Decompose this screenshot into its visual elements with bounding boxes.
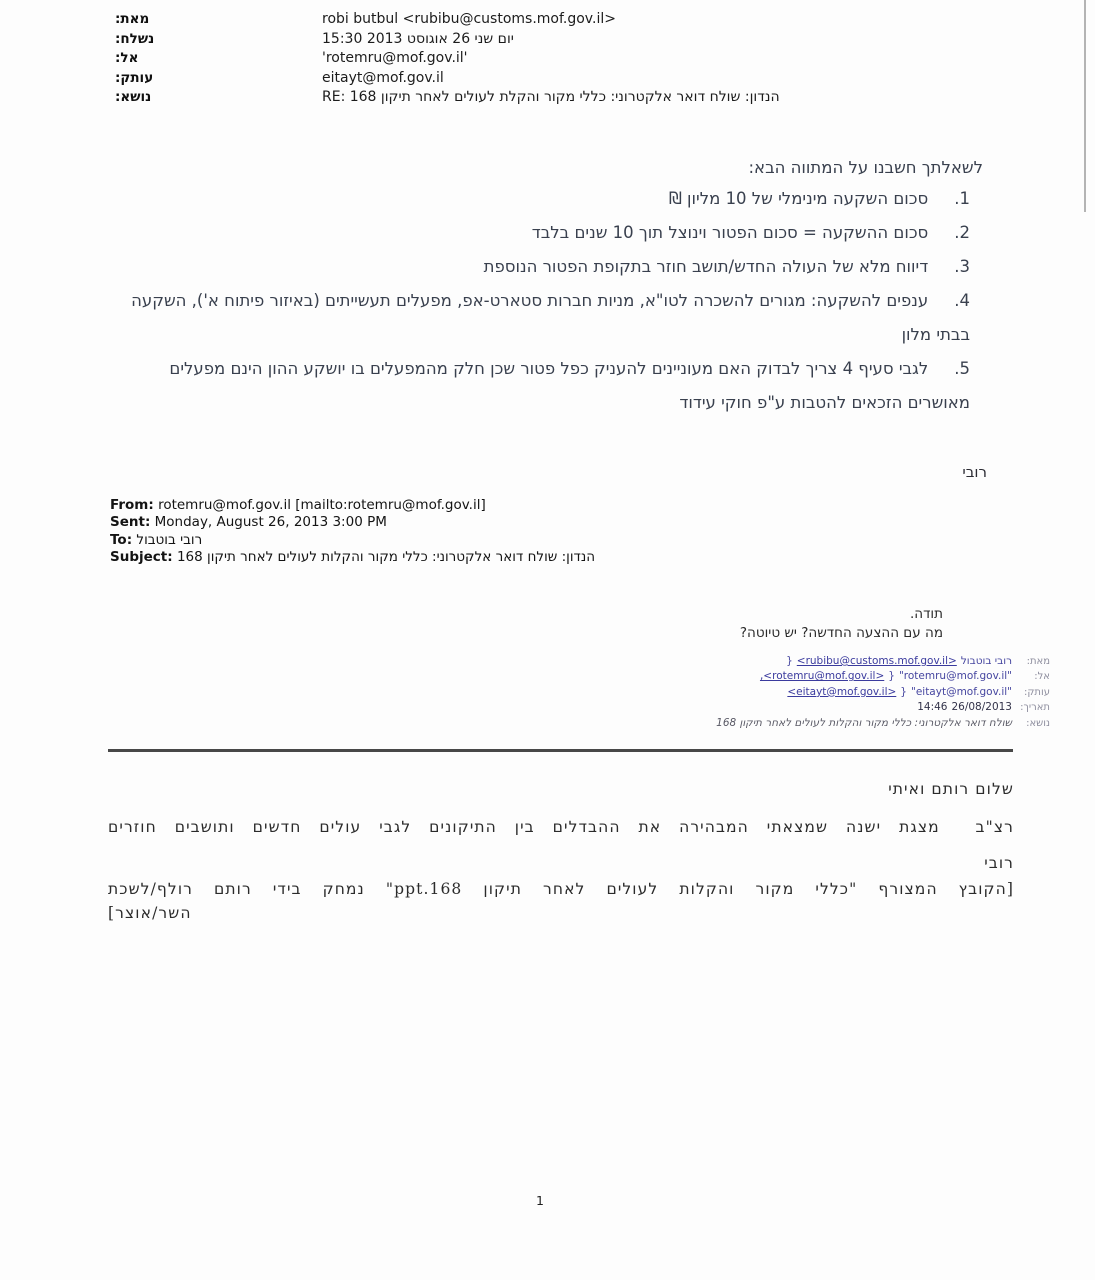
quoted-header-row xyxy=(110,497,595,514)
list-item-number: 2. xyxy=(954,223,970,242)
list-item-first-line xyxy=(125,182,970,216)
reply-question-line: מה עם ההצעה החדשה? יש טיוטה? xyxy=(739,624,943,641)
list-item-number: 3. xyxy=(954,257,970,276)
email-link[interactable]: ,<rotemru@mof.gov.il> xyxy=(759,670,885,683)
quoted-header-value: rotemru@mof.gov.il [mailto:rotemru@mof.gov.il] xyxy=(158,497,486,513)
list-item-continuation-line: בבתי מלון xyxy=(901,325,970,344)
mini-header-part-date: 14:46 xyxy=(917,701,948,714)
mini-header-value xyxy=(712,669,1012,684)
plain-text-line: רצ"ב מצגת ישנה שמצאתי המבהירה את ההבדלים בין התיקונים לגבי עולים חדשים ותושבים חוזרים xyxy=(108,818,1014,836)
header-field-label: נושא: xyxy=(115,89,152,106)
header-field-value: robi butbul <rubibu@customs.mof.gov.il> xyxy=(322,11,616,27)
horizontal-divider xyxy=(108,749,1013,752)
scan-artifact-line xyxy=(1084,0,1086,212)
plain-text-line: רובי xyxy=(984,854,1014,872)
mini-header-value xyxy=(712,716,1012,731)
numbered-list-item xyxy=(125,352,970,420)
reply-thanks-line: תודה. xyxy=(909,605,943,622)
quoted-header-label: From: xyxy=(110,497,154,513)
mini-header-part-quoted: "rotemru@mof.gov.il" xyxy=(898,670,1012,683)
mini-header-value xyxy=(712,685,1012,700)
quoted-email-header xyxy=(110,497,595,566)
mini-header-label: עותק: xyxy=(1023,686,1050,698)
quoted-header-label: Sent: xyxy=(110,514,151,531)
list-item-number: 4. xyxy=(954,291,970,310)
mini-header-part-subject: שולח דואר אלקטרוני: כללי מקור והקלות לעולים לאחר תיקון 168 xyxy=(716,716,1012,729)
mini-header-part-brace: { xyxy=(900,685,907,698)
list-item-continuation-line: מאושרים הזכאים להטבות ע"פ חוקי עידוד xyxy=(679,393,970,412)
header-field-value: יום שני 26 אוגוסט 2013‏ 15:30 xyxy=(322,30,514,47)
numbered-list-item xyxy=(125,182,970,216)
list-item-text: לגבי סעיף 4 צריך לבדוק האם מעוניינים להעניק כפל פטור שכן חלק מהמפעלים בו יושקע ההון הינם מפעלים xyxy=(169,359,929,378)
plain-text-line: שלום רותם ואיתי xyxy=(888,780,1014,798)
numbered-list-item xyxy=(125,216,970,250)
header-field-label: מאת: xyxy=(115,11,150,27)
quoted-header-row xyxy=(110,532,595,549)
mini-header-label: נושא: xyxy=(1026,717,1050,729)
mini-header-label: אל: xyxy=(1034,671,1050,683)
mini-header-value xyxy=(712,654,1012,669)
email-link[interactable]: <rubibu@customs.mof.gov.il> xyxy=(796,655,957,667)
body-numbered-list xyxy=(125,182,970,420)
quoted-header-row xyxy=(110,514,595,531)
mini-header-part-brace: { xyxy=(786,655,793,667)
list-item-first-line xyxy=(125,352,970,386)
quoted-header-label: Subject: xyxy=(110,548,173,565)
list-item-number: 5. xyxy=(954,359,970,378)
mini-header-row xyxy=(712,654,1050,669)
list-item-first-line xyxy=(125,216,970,250)
header-field-label: אל: xyxy=(115,50,139,67)
list-item-first-line xyxy=(125,284,970,318)
quoted-header-row xyxy=(110,549,595,566)
quoted-header-value: Monday, August 26, 2013 3:00 PM xyxy=(154,514,387,531)
body-signature: רובי xyxy=(962,463,987,481)
mini-header-label: מאת: xyxy=(1026,656,1050,667)
list-item-first-line xyxy=(125,250,970,284)
mini-header-row xyxy=(712,669,1050,684)
mini-header-label: תאריך: xyxy=(1020,702,1050,714)
mini-header-row xyxy=(712,700,1050,715)
header-field-value: הנדון: שולח דואר אלקטרוני: כללי מקור והקלת לעולים לאחר תיקון RE: 168 xyxy=(322,89,780,106)
list-item-text: סכום ההשקעה = סכום הפטור וינוצל תוך 10 שנים בלבד xyxy=(531,223,929,242)
mini-header-part-quoted: "eitayt@mof.gov.il" xyxy=(910,685,1012,698)
list-item-text: ענפים להשקעה: מגורים להשכרה לטו"א, מניות חברות סטארט-אפ, מפעלים תעשייתים (באיזור פיתוח א'), השקעה xyxy=(131,291,929,310)
header-field-value: eitayt@mof.gov.il xyxy=(322,69,444,86)
numbered-list-item xyxy=(125,250,970,284)
mini-header-part-brace: { xyxy=(888,670,895,683)
mini-header-row xyxy=(712,716,1050,731)
quoted-header-value: רובי בוטבול xyxy=(136,531,203,548)
plain-text-line: [הקובץ המצורף "כללי מקור והקלות לעולים לאחר תיקון 168.ppt" נמחק בידי רותם רולף/לשכת xyxy=(108,880,1014,898)
email-link[interactable]: <eitayt@mof.gov.il> xyxy=(787,685,897,698)
body-intro: לשאלתך חשבנו על המתווה הבא: xyxy=(748,157,983,177)
mini-header-row xyxy=(712,685,1050,700)
quoted-header-label: To: xyxy=(110,531,133,548)
quoted-header-value: הנדון: שולח דואר אלקטרוני: כללי מקור והקלות לעולים לאחר תיקון 168 xyxy=(176,548,596,565)
list-item-text: דיווח מלא של העולה החדש/תושב חוזר בתקופת הפטור הנוספת xyxy=(483,257,929,276)
mini-header-part-name: רובי בוטבול xyxy=(960,655,1012,667)
mini-header-part-date: 26/08/2013 xyxy=(951,701,1012,714)
numbered-list-item xyxy=(125,284,970,352)
page-number: 1 xyxy=(536,1193,544,1208)
header-field-label: עותק: xyxy=(115,69,154,86)
list-item-text: סכום השקעה מינימלי של 10 מליון ₪ xyxy=(668,189,929,208)
mini-header-value xyxy=(712,700,1012,715)
plain-text-line: השר/אוצר] xyxy=(108,904,192,922)
plain-text-block xyxy=(108,771,1014,925)
mini-email-header xyxy=(712,654,1050,731)
list-item-number: 1. xyxy=(954,189,970,208)
header-field-label: נשלח: xyxy=(115,30,155,47)
header-field-value: 'rotemru@mof.gov.il' xyxy=(322,50,468,67)
